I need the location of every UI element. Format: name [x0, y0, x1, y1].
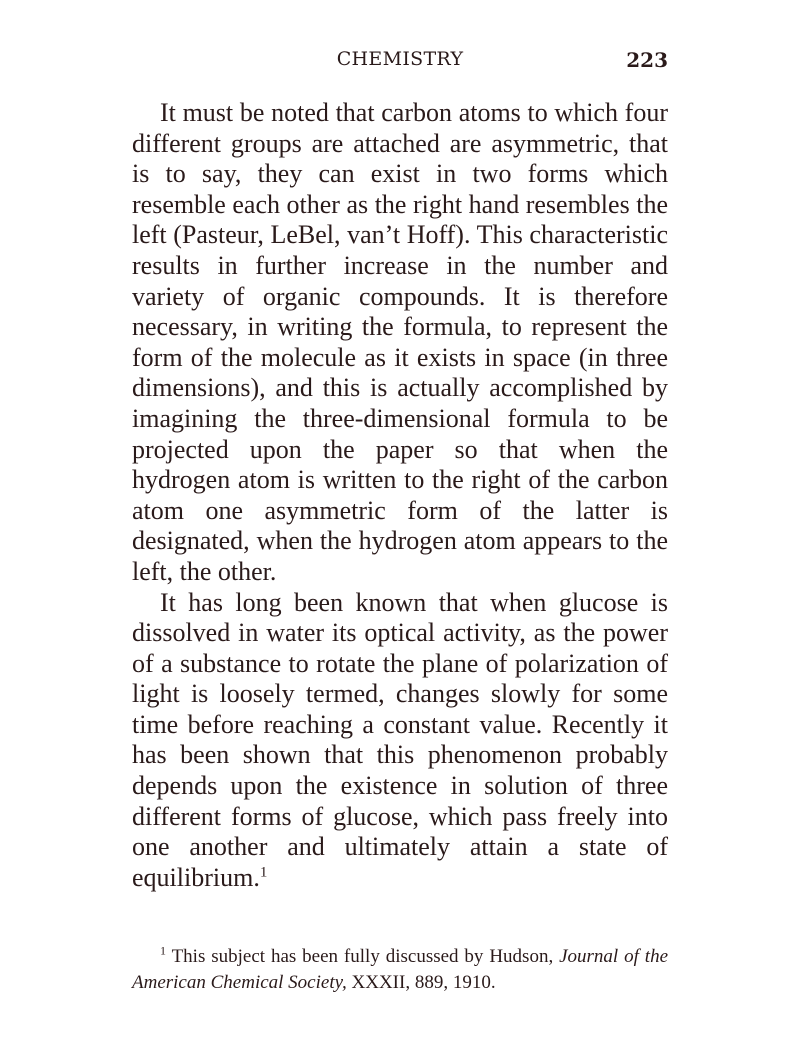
footnote-text: This subject has been fully discussed by Hudson,	[171, 946, 554, 967]
footnote-journal-title: Journal of the American Chemical Society,	[132, 946, 668, 993]
running-head	[132, 48, 668, 76]
footnote-citation: XXXII, 889, 1910.	[351, 972, 496, 993]
paragraph-1-text: It must be noted that carbon atoms to which four different groups are attached are asymmetric, that is to say, they can exist in two forms which resemble each other as the right hand resembles the left (Pasteur, LeBel, van’t Hoff). This characteristic results in further increase in the number and variety of organic compounds. It is therefore necessary, in writing the formula, to represent the form of the molecule as it exists in space (in three dimensions), and this is actually accomplished by imagining the three-dimensional formula to be projected upon the paper so that when the hydrogen atom is written to the right of the carbon atom one asymmetric form of the latter is designated, when the hydrogen atom appears to the left, the other.	[132, 98, 668, 586]
body-text	[132, 98, 668, 893]
footnote-reference[interactable]: 1	[259, 864, 268, 881]
paragraph	[132, 98, 668, 588]
page-number: 223	[626, 48, 668, 72]
footnote-mark: 1	[160, 943, 166, 958]
paragraph-2-text: It has long been known that when glucose is dissolved in water its optical activity, as the power of a substance to rotate the plane of polarization of light is loosely termed, changes slowly for some time before reaching a constant value. Recently it has been shown that this phenomenon probably depends upon the existence in solution of three different forms of glucose, which pass freely into one another and ultimately attain a state of equilibrium.	[132, 587, 668, 892]
running-title: CHEMISTRY	[336, 48, 464, 70]
footnote-paragraph	[132, 944, 668, 996]
footnote	[132, 944, 668, 996]
paragraph	[132, 588, 668, 894]
